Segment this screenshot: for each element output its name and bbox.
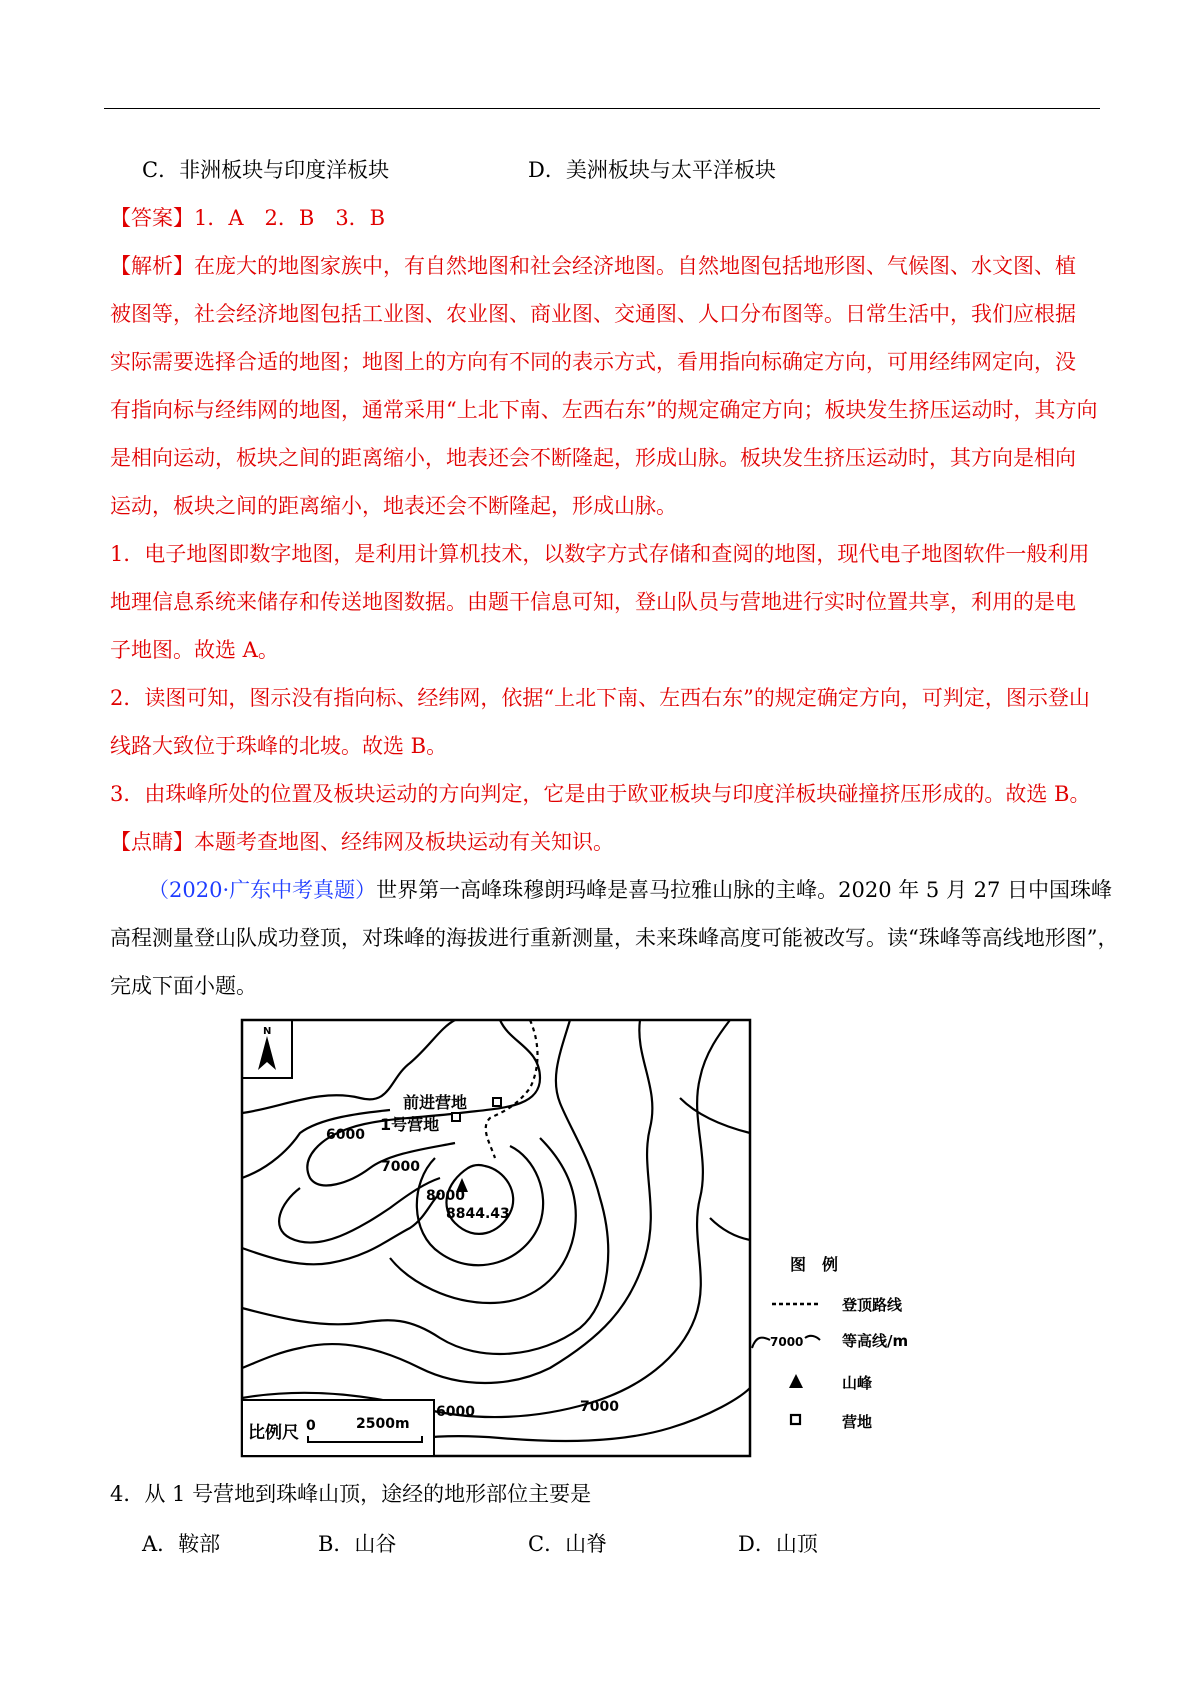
- scale-zero: 0: [306, 1418, 316, 1434]
- question4-option-d: D．山顶: [738, 1532, 818, 1556]
- analysis-line: 有指向标与经纬网的地图，通常采用“上北下南、左西右东”的规定确定方向；板块发生挤压运动时，其方向: [110, 398, 1098, 422]
- contour-label-7000-bottom: 7000: [580, 1399, 619, 1415]
- option-c-prev: C．非洲板块与印度洋板块: [142, 158, 390, 182]
- analysis-line: 3．由珠峰所处的位置及板块运动的方向判定，它是由于欧亚板块与印度洋板块碰撞挤压形成的。故选 B。: [110, 782, 1091, 806]
- legend-contour-tail: [805, 1336, 820, 1340]
- camp1-label: 1号营地: [380, 1115, 440, 1134]
- contour-label-6000-bottom: 6000: [436, 1404, 475, 1420]
- analysis-line: 线路大致位于珠峰的北坡。故选 B。: [110, 734, 448, 758]
- peak-height-label: 8844.43: [446, 1206, 510, 1222]
- question-intro-line3: 完成下面小题。: [110, 974, 257, 998]
- analysis-line: 被图等，社会经济地图包括工业图、农业图、商业图、交通图、人口分布图等。日常生活中，我们应根据: [110, 302, 1076, 326]
- question4-option-a: A．鞍部: [142, 1532, 221, 1556]
- question-intro-line2: 高程测量登山队成功登顶，对珠峰的海拔进行重新测量，未来珠峰高度可能被改写。读“珠峰等高线地形图”，: [110, 926, 1119, 950]
- analysis-line: 【解析】在庞大的地图家族中，有自然地图和社会经济地图。自然地图包括地形图、气候图、水文图、植: [110, 254, 1076, 278]
- legend-camp-icon: [791, 1415, 800, 1424]
- legend-peak-icon: [789, 1374, 803, 1388]
- analysis-line: 地理信息系统来储存和传送地图数据。由题干信息可知，登山队员与营地进行实时位置共享，利用的是电: [110, 590, 1076, 614]
- contour-map-svg: [240, 1018, 1020, 1458]
- question-intro-line1: [148, 878, 1112, 902]
- contour-label-6000: 6000: [326, 1127, 365, 1143]
- answer-text: 1．A 2．B 3．B: [194, 206, 386, 230]
- analysis-line: 1．电子地图即数字地图，是利用计算机技术，以数字方式存储和查阅的地图，现代电子地图软件一般利用: [110, 542, 1090, 566]
- answer-line: [110, 206, 385, 230]
- contour-label-8000: 8000: [426, 1188, 465, 1204]
- climb-route: [486, 1020, 538, 1158]
- analysis-line: 运动，板块之间的距离缩小，地表还会不断隆起，形成山脉。: [110, 494, 677, 518]
- analysis-line: 2．读图可知，图示没有指向标、经纬网，依据“上北下南、左西右东”的规定确定方向，可判定，图示登山: [110, 686, 1090, 710]
- legend-contour-value: 7000: [770, 1335, 804, 1349]
- advance-camp-icon: [493, 1098, 501, 1106]
- advance-camp-label: 前进营地: [403, 1093, 468, 1112]
- question4-option-b: B．山谷: [318, 1532, 397, 1556]
- header-rule: [104, 108, 1100, 109]
- legend-title: 图 例: [790, 1255, 839, 1274]
- north-label: N: [263, 1026, 272, 1037]
- analysis-line: 是相向运动，板块之间的距离缩小，地表还会不断隆起，形成山脉。板块发生挤压运动时，其方向是相向: [110, 446, 1076, 470]
- legend-route-label: 登顶路线: [842, 1296, 903, 1314]
- option-d-prev: D．美洲板块与太平洋板块: [528, 158, 776, 182]
- contour-map-figure: [240, 1018, 1020, 1458]
- question-source: （2020·广东中考真题）: [148, 878, 377, 902]
- intro-text: 世界第一高峰珠穆朗玛峰是喜马拉雅山脉的主峰。2020 年 5 月 27 日中国珠峰: [376, 878, 1113, 902]
- scale-distance: 2500m: [356, 1416, 410, 1432]
- question4-option-c: C．山脊: [528, 1532, 608, 1556]
- analysis-line: 【点睛】本题考查地图、经纬网及板块运动有关知识。: [110, 830, 614, 854]
- contour-lines: [242, 1020, 750, 1456]
- camp1-icon: [452, 1113, 460, 1121]
- map-frame: [242, 1020, 750, 1456]
- analysis-line: 子地图。故选 A。: [110, 638, 279, 662]
- north-arrow-icon: [258, 1036, 276, 1070]
- question4-stem: 4．从 1 号营地到珠峰山顶，途经的地形部位主要是: [110, 1482, 592, 1506]
- legend-contour-sample: [752, 1338, 770, 1348]
- legend-camp-label: 营地: [842, 1413, 873, 1431]
- scale-label: 比例尺: [248, 1423, 299, 1443]
- analysis-line: 实际需要选择合适的地图；地图上的方向有不同的表示方式，看用指向标确定方向，可用经纬网定向，没: [110, 350, 1076, 374]
- answer-tag: 【答案】: [110, 206, 194, 230]
- legend-peak-label: 山峰: [842, 1374, 873, 1392]
- legend-contour-label: 等高线/m: [842, 1332, 909, 1350]
- contour-label-7000: 7000: [381, 1159, 420, 1175]
